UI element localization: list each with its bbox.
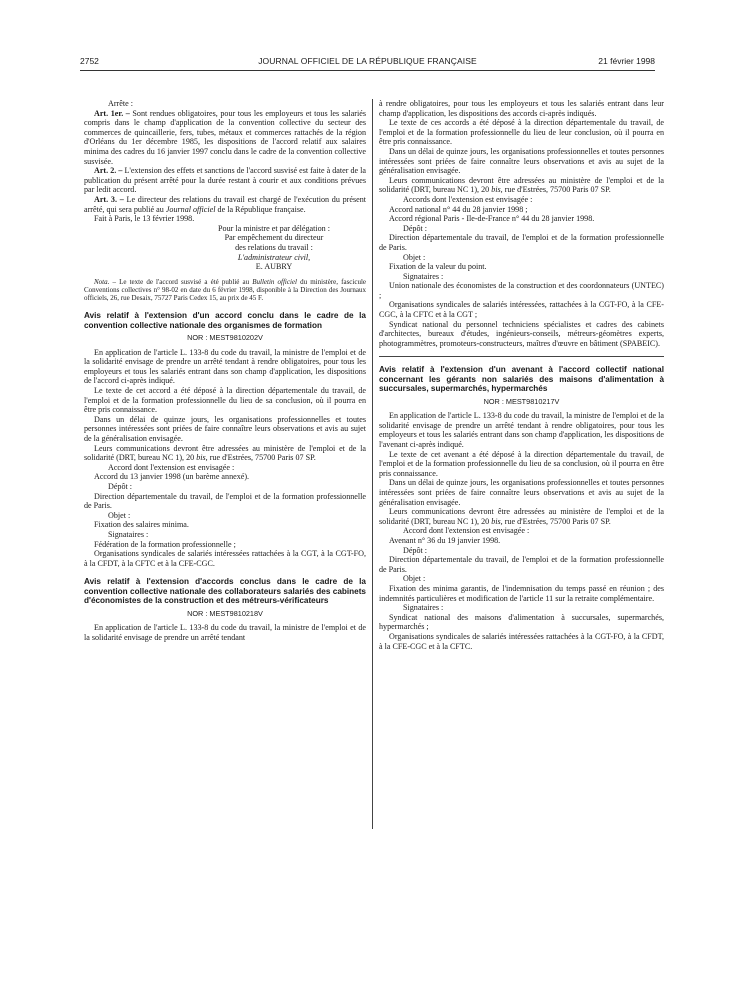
right-column xyxy=(379,99,664,651)
paragraph: Dans un délai de quinze jours, les organisations professionnelles et toutes personnes intéressées sont priées de faire connaître leurs observations et avis au sujet de la généralisation envisagée. xyxy=(379,146,664,176)
field-value: Accord national n° 44 du 28 janvier 1998 ; xyxy=(389,204,528,214)
article-3 xyxy=(84,195,366,214)
field-value: Syndicat national du personnel techniciens spécialistes et cadres des cabinets d'architectes, bureaux d'études, ingénieurs-conseils, métreurs-géomètres experts, photogrammètres, promoteurs-constructeurs, maîtres d'œuvre en bâtiment (SPABEIC). xyxy=(379,319,664,348)
field-value: Union nationale des économistes de la construction et des coordonnateurs (UNTEC) ; xyxy=(379,281,664,300)
field-label: Signataires : xyxy=(403,271,444,281)
paragraph: En application de l'article L. 133-8 du code du travail, la ministre de l'emploi et de la solidarité envisage de prendre un arrêté tendant xyxy=(84,623,366,642)
nor-reference: NOR : MEST9810202V xyxy=(187,333,263,343)
field-label: Accords dont l'extension est envisagée : xyxy=(403,194,533,204)
signature-line: Pour la ministre et par délégation : xyxy=(218,223,330,233)
signature-line: L'administrateur civil, xyxy=(237,252,311,262)
paragraph-text: Leurs communications devront être adressées au ministère de l'emploi et de la solidarité (DRT, bureau NC 1), 20 xyxy=(84,443,366,463)
page-number: 2752 xyxy=(80,56,99,66)
article-3-label: Art. 3. – xyxy=(94,194,124,204)
paragraph-text: rue d'Estrées, 75700 Paris 07 SP. xyxy=(504,516,611,526)
field-value: Fédération de la formation professionnelle ; xyxy=(94,539,236,549)
arrete-heading: Arrête : xyxy=(108,99,133,108)
paragraph xyxy=(84,444,366,463)
paragraph: En application de l'article L. 133-8 du code du travail, la ministre de l'emploi et de la solidarité envisage de prendre un arrêté tendant à rendre obligatoires, pour tous les employeurs et tous les salariés entrant dans son champ d'application, les dispositions de l'accord ci-après indiqué. xyxy=(84,347,366,386)
field-value: Direction départementale du travail, de l'emploi et de la formation professionnelle de Paris. xyxy=(379,233,664,252)
nota-text-end: du ministère, fascicule Conventions collectives n° 98-02 en date du 6 février 1998, disponible à la Direction des Journaux officiels, 26, rue Desaix, 75727 Paris Cedex 15, au prix de 45 F. xyxy=(84,277,367,303)
signature-line: des relations du travail : xyxy=(235,242,313,252)
article-1-text: Sont rendues obligatoires, pour tous les employeurs et tous les salariés compris dans le champ d'application de la convention collective du secteur des commerces de quincaillerie, fers, tubes, métaux et commerces rattachés de la région d'Orléans du 1er décembre 1985, les dispositions de l'accord relatif aux salaires minima des cadres du 16 janvier 1997 conclu dans le cadre de la convention collective susvisée. xyxy=(84,108,366,166)
paragraph: à rendre obligatoires, pour tous les employeurs et tous les salariés entrant dans leur champ d'application, les dispositions des accords ci-après indiqués. xyxy=(379,99,664,118)
field-label: Dépôt : xyxy=(403,545,428,555)
section-title: Avis relatif à l'extension d'un avenant à l'accord collectif national concernant les gérants non salariés des maisons d'alimentation à succursales, supermarchés, hypermarchés xyxy=(379,365,664,394)
journal-title: JOURNAL OFFICIEL DE LA RÉPUBLIQUE FRANÇAISE xyxy=(258,56,477,66)
paragraph-text: Leurs communications devront être adressées au ministère de l'emploi et de la solidarité (DRT, bureau NC 1), 20 xyxy=(379,175,664,195)
section-title: Avis relatif à l'extension d'un accord conclu dans le cadre de la convention collective nationale des organismes de formation xyxy=(84,311,366,330)
field-label: Signataires : xyxy=(108,529,149,539)
nota-label: Nota. – xyxy=(94,277,116,286)
paragraph-text: Leurs communications devront être adressées au ministère de l'emploi et de la solidarité (DRT, bureau NC 1), 20 xyxy=(379,507,664,526)
signatory-name: E. AUBRY xyxy=(255,262,293,272)
header-rule xyxy=(80,70,655,71)
column-divider xyxy=(372,99,373,829)
paragraph xyxy=(379,176,664,195)
nota-text: Le texte de l'accord susvisé a été publié au xyxy=(119,277,250,286)
field-value: Direction départementale du travail, de l'emploi et de la formation professionnelle de Paris. xyxy=(84,491,366,511)
paragraph: Dans un délai de quinze jours, les organisations professionnelles et toutes personnes intéressées sont priées de faire connaître leurs observations et avis au sujet de la généralisation envisagée. xyxy=(379,478,664,507)
paragraph-text: rue d'Estrées, 75700 Paris 07 SP. xyxy=(504,185,611,195)
bis-marker: bis, xyxy=(491,185,503,195)
nota xyxy=(84,278,366,303)
paragraph: Le texte de cet avenant a été déposé à la direction départementale du travail, de l'emploi et de la formation professionnelle du lieu de sa conclusion, où il pourra en être pris connaissance. xyxy=(379,449,664,478)
field-label: Objet : xyxy=(403,574,426,584)
paragraph: En application de l'article L. 133-8 du code du travail, la ministre de l'emploi et de la solidarité envisage de prendre un arrêté tendant à rendre obligatoires, pour tous les employeurs et tous les salariés entrant dans son champ d'application, les dispositions de l'avenant ci-après indiqué. xyxy=(379,411,664,450)
article-2-label: Art. 2. – xyxy=(94,166,123,176)
article-1-label: Art. 1er. – xyxy=(94,108,130,118)
issue-date: 21 février 1998 xyxy=(598,56,655,66)
field-value: Fixation des minima garantis, de l'indemnisation du temps passé en réunion ; des indemnités particulières et modification de l'article 11 sur la retraite complémentaire. xyxy=(379,583,664,603)
nor-reference: NOR : MEST9810218V xyxy=(187,608,263,618)
field-label: Signataires : xyxy=(403,603,444,613)
field-value: Syndicat national des maisons d'alimentation à succursales, supermarchés, hypermarchés ; xyxy=(379,612,664,632)
paragraph xyxy=(379,507,664,526)
field-label: Objet : xyxy=(403,252,426,262)
field-label: Objet : xyxy=(108,510,131,520)
signature-line: Par empêchement du directeur xyxy=(224,233,324,243)
field-label: Dépôt : xyxy=(403,223,428,233)
article-2-text: L'extension des effets et sanctions de l'accord susvisé est faite à dater de la publication du présent arrêté pour la durée restant à courir et aux conditions prévues par ledit accord. xyxy=(84,166,366,195)
field-label: Accord dont l'extension est envisagée : xyxy=(108,462,235,472)
field-value: Avenant n° 36 du 19 janvier 1998. xyxy=(389,535,501,545)
article-2 xyxy=(84,166,366,195)
paragraph: Le texte de cet accord a été déposé à la direction départementale du travail, de l'emploi et de la formation professionnelle du lieu de sa conclusion, où il pourra en être pris connaissance. xyxy=(84,386,366,415)
field-value: Fixation de la valeur du point. xyxy=(389,262,487,272)
paragraph-text: rue d'Estrées, 75700 Paris 07 SP. xyxy=(209,453,316,463)
bis-marker: bis, xyxy=(196,453,208,463)
section-divider xyxy=(379,356,664,357)
paragraph: Dans un délai de quinze jours, les organisations professionnelles et toutes personnes intéressées sont priées de faire connaître leurs observations et avis au sujet de la généralisation envisagée. xyxy=(84,414,366,444)
field-value: Accord régional Paris - Ile-de-France n° 44 du 28 janvier 1998. xyxy=(389,214,595,224)
field-value: Accord du 13 janvier 1998 (un barème annexé). xyxy=(94,472,250,482)
done-at: Fait à Paris, le 13 février 1998. xyxy=(94,214,195,224)
article-3-text-end: de la République française. xyxy=(217,204,306,214)
bulletin-ref: Bulletin officiel xyxy=(252,277,297,286)
signature-block xyxy=(84,224,366,272)
article-3-text: Le directeur des relations du travail est chargé de l'exécution du présent arrêté, qui sera publié au xyxy=(84,194,366,214)
field-value: Organisations syndicales de salariés intéressées rattachées à la CGT-FO, à la CFDT, à la CFE-CGC et à la CFTC. xyxy=(379,631,664,651)
left-column xyxy=(84,99,366,642)
section-title: Avis relatif à l'extension d'accords conclus dans le cadre de la convention collective nationale des collaborateurs salariés des cabinets d'économistes de la construction et des métreurs-vérificateurs xyxy=(84,577,366,606)
article-1 xyxy=(84,109,366,167)
journal-officiel-ref: Journal officiel xyxy=(165,204,216,214)
nor-reference: NOR : MEST9810217V xyxy=(483,396,560,406)
bis-marker: bis, xyxy=(491,516,503,526)
paragraph: Le texte de ces accords a été déposé à la direction départementale du travail, de l'emploi et de la formation professionnelle du lieu de leur conclusion, où il pourra en être pris connaissance. xyxy=(379,118,664,147)
field-value: Organisations syndicales de salariés intéressées, rattachées à la CGT-FO, à la CFE-CGC, à la CFTC et à la CGT ; xyxy=(379,300,664,320)
field-value: Organisations syndicales de salariés intéressées rattachées à la CGT, à la CGT-FO, à la CFDT, à la CFTC et à la CFE-CGC. xyxy=(84,549,366,568)
field-label: Accord dont l'extension est envisagée : xyxy=(403,526,530,536)
field-value: Fixation des salaires minima. xyxy=(94,520,189,530)
field-value: Direction départementale du travail, de l'emploi et de la formation professionnelle de Paris. xyxy=(379,555,664,574)
field-label: Dépôt : xyxy=(108,482,133,492)
